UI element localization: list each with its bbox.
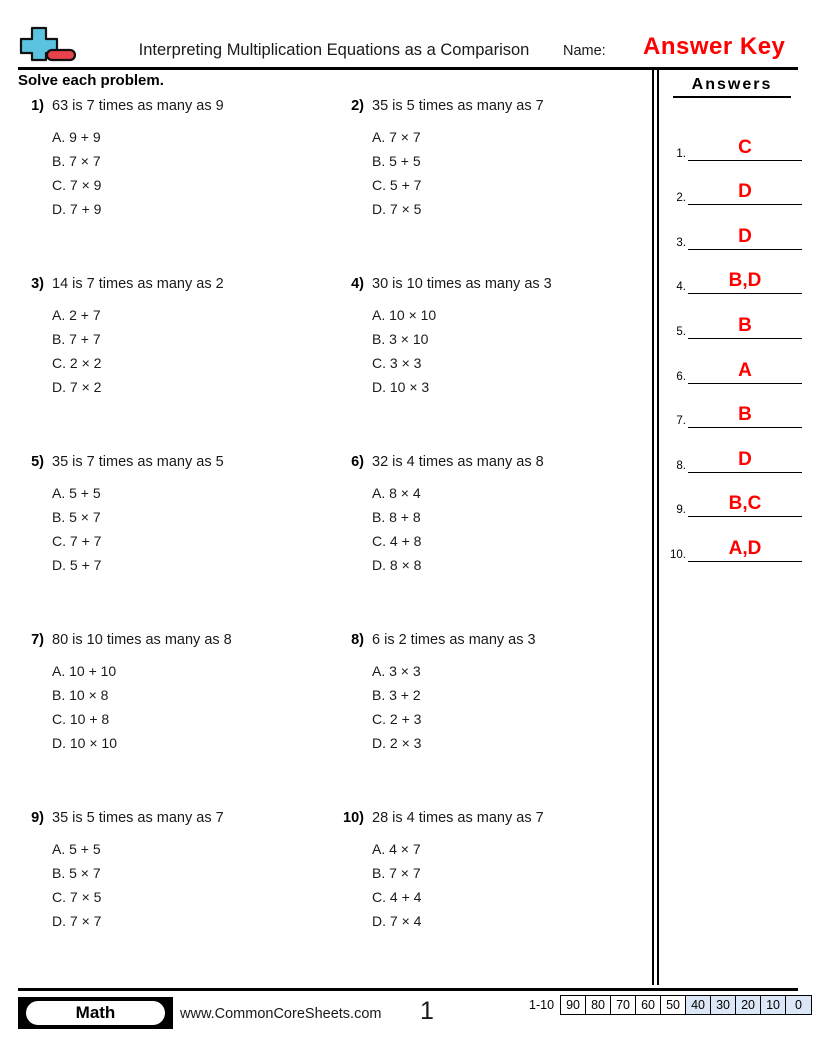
answer-row — [662, 294, 802, 339]
choice-option[interactable]: C. 5 + 7 — [372, 177, 422, 193]
answer-blank[interactable] — [688, 493, 802, 517]
page-number: 1 — [420, 997, 434, 1025]
answer-row — [662, 339, 802, 384]
grading-scale-cell: 20 — [736, 996, 761, 1014]
choice-option[interactable]: B. 7 + 7 — [52, 331, 101, 347]
choice-option[interactable]: D. 8 × 8 — [372, 557, 422, 573]
problem-1 — [18, 98, 318, 221]
grading-scale-cell: 70 — [611, 996, 636, 1014]
choice-option[interactable]: C. 2 × 2 — [52, 355, 102, 371]
choice-option[interactable]: C. 3 × 3 — [372, 355, 422, 371]
site-url: www.CommonCoreSheets.com — [180, 1006, 382, 1022]
vertical-divider-line-2 — [657, 70, 659, 985]
choice-option[interactable]: C. 7 × 5 — [52, 889, 102, 905]
grading-scale-cell: 80 — [586, 996, 611, 1014]
problem-text: 32 is 4 times as many as 8 — [372, 454, 544, 470]
problems-area — [18, 98, 638, 988]
choice-option[interactable]: D. 7 + 9 — [52, 201, 102, 217]
choice-option[interactable]: A. 8 × 4 — [372, 485, 421, 501]
answer-row — [662, 205, 802, 250]
problem-header — [338, 276, 638, 300]
problem-text: 14 is 7 times as many as 2 — [52, 276, 224, 292]
choice-list — [338, 837, 638, 933]
problem-header — [18, 810, 318, 834]
choice-option[interactable]: A. 2 + 7 — [52, 307, 101, 323]
choice-option[interactable]: D. 2 × 3 — [372, 735, 422, 751]
answer-number: 9. — [676, 504, 686, 517]
problem-header — [18, 276, 318, 300]
choice-option[interactable]: D. 7 × 7 — [52, 913, 102, 929]
choice-list — [338, 125, 638, 221]
footer-divider — [18, 988, 798, 991]
problem-header — [18, 98, 318, 122]
choice-option[interactable]: D. 7 × 2 — [52, 379, 102, 395]
answer-row — [662, 250, 802, 295]
choice-list — [18, 837, 318, 933]
answer-row — [662, 384, 802, 429]
answer-blank[interactable] — [688, 225, 802, 250]
problem-row — [18, 810, 638, 988]
problem-header — [18, 632, 318, 656]
problem-text: 30 is 10 times as many as 3 — [372, 276, 552, 292]
answers-list — [662, 116, 802, 562]
problem-row — [18, 98, 638, 276]
answers-panel — [662, 70, 802, 562]
grading-scale-cell: 60 — [636, 996, 661, 1014]
answer-number: 4. — [676, 281, 686, 294]
problem-number: 5) — [31, 454, 44, 470]
grading-scale-cell: 50 — [661, 996, 686, 1014]
vertical-divider-line-1 — [652, 70, 654, 985]
answer-row — [662, 116, 802, 161]
choice-option[interactable]: A. 7 × 7 — [372, 129, 421, 145]
answer-blank[interactable] — [688, 404, 802, 428]
grading-scale-cell: 90 — [561, 996, 586, 1014]
choice-list — [18, 659, 318, 755]
problem-text: 35 is 5 times as many as 7 — [372, 98, 544, 114]
choice-option[interactable]: A. 3 × 3 — [372, 663, 421, 679]
problem-text: 80 is 10 times as many as 8 — [52, 632, 232, 648]
choice-option[interactable]: D. 10 × 10 — [52, 735, 117, 751]
answer-value: B,C — [728, 493, 762, 515]
grading-scale-label: 1-10 — [529, 998, 555, 1012]
choice-option[interactable]: A. 4 × 7 — [372, 841, 421, 857]
plus-minus-logo-icon — [18, 24, 80, 66]
choice-list — [18, 125, 318, 221]
problem-8 — [338, 632, 638, 755]
name-value: Answer Key — [643, 33, 786, 60]
choice-list — [18, 481, 318, 577]
grading-scale-cell: 10 — [761, 996, 786, 1014]
choice-option[interactable]: A. 10 × 10 — [372, 307, 437, 323]
answer-value: A,D — [728, 537, 762, 559]
grading-scale — [529, 995, 812, 1015]
problem-6 — [338, 454, 638, 577]
choice-option[interactable]: B. 3 + 2 — [372, 687, 421, 703]
answer-number: 2. — [676, 192, 686, 205]
problem-4 — [338, 276, 638, 399]
problem-number: 7) — [31, 632, 44, 648]
answer-row — [662, 473, 802, 518]
choice-option[interactable]: B. 5 + 5 — [372, 153, 421, 169]
answer-value: D — [738, 181, 752, 203]
subject-badge — [18, 997, 173, 1029]
problem-header — [338, 454, 638, 478]
answer-value: A — [738, 359, 752, 381]
choice-option[interactable]: B. 5 × 7 — [52, 865, 101, 881]
problem-10 — [338, 810, 638, 933]
answer-blank[interactable] — [688, 270, 802, 294]
answer-row — [662, 161, 802, 206]
choice-list — [338, 303, 638, 399]
answer-row — [662, 428, 802, 473]
problem-number: 9) — [31, 810, 44, 826]
problem-row — [18, 276, 638, 454]
problem-header — [338, 98, 638, 122]
problem-number: 4) — [351, 276, 364, 292]
choice-option[interactable]: A. 5 + 5 — [52, 841, 101, 857]
name-label: Name: — [563, 43, 606, 59]
problem-number: 8) — [351, 632, 364, 648]
problem-number: 2) — [351, 98, 364, 114]
choice-list — [18, 303, 318, 399]
grading-scale-cell: 30 — [711, 996, 736, 1014]
answer-number: 7. — [676, 415, 686, 428]
problem-text: 28 is 4 times as many as 7 — [372, 810, 544, 826]
answer-blank[interactable] — [688, 314, 802, 339]
answer-blank[interactable] — [688, 537, 802, 562]
problem-7 — [18, 632, 318, 755]
answer-value: D — [738, 225, 752, 247]
choice-option[interactable]: B. 3 × 10 — [372, 331, 429, 347]
choice-option[interactable]: D. 5 + 7 — [52, 557, 102, 573]
instructions-text: Solve each problem. — [18, 72, 164, 89]
choice-list — [338, 659, 638, 755]
choice-option[interactable]: A. 9 + 9 — [52, 129, 101, 145]
problem-text: 35 is 5 times as many as 7 — [52, 810, 224, 826]
subject-label: Math — [26, 1001, 165, 1025]
answer-value: B — [738, 404, 752, 426]
answer-blank[interactable] — [688, 448, 802, 473]
choice-option[interactable]: D. 7 × 4 — [372, 913, 422, 929]
answer-value: D — [738, 448, 752, 470]
answer-number: 1. — [676, 147, 686, 160]
answer-blank[interactable] — [688, 136, 802, 161]
answer-row — [662, 517, 802, 562]
problem-number: 1) — [31, 98, 44, 114]
choice-option[interactable]: C. 2 + 3 — [372, 711, 422, 727]
answer-number: 5. — [676, 325, 686, 338]
choice-option[interactable]: D. 10 × 3 — [372, 379, 430, 395]
choice-option[interactable]: C. 7 + 7 — [52, 533, 102, 549]
answer-blank[interactable] — [688, 359, 802, 384]
problem-2 — [338, 98, 638, 221]
choice-option[interactable]: B. 7 × 7 — [372, 865, 421, 881]
answers-heading: Answers — [673, 76, 791, 98]
answer-value: B — [738, 314, 752, 336]
problem-header — [18, 454, 318, 478]
problem-header — [338, 632, 638, 656]
choice-option[interactable]: B. 8 + 8 — [372, 509, 421, 525]
choice-option[interactable]: A. 10 + 10 — [52, 663, 117, 679]
problem-9 — [18, 810, 318, 933]
answer-number: 8. — [676, 459, 686, 472]
answer-number: 3. — [676, 236, 686, 249]
problem-number: 10) — [343, 810, 364, 826]
grading-scale-cell: 40 — [686, 996, 711, 1014]
choice-option[interactable]: C. 10 + 8 — [52, 711, 110, 727]
page-header — [18, 24, 798, 66]
answer-blank[interactable] — [688, 181, 802, 205]
problem-text: 63 is 7 times as many as 9 — [52, 98, 224, 114]
choice-option[interactable]: C. 4 + 4 — [372, 889, 422, 905]
problem-text: 6 is 2 times as many as 3 — [372, 632, 536, 648]
choice-option[interactable]: B. 10 × 8 — [52, 687, 109, 703]
choice-option[interactable]: C. 4 + 8 — [372, 533, 422, 549]
problem-header — [338, 810, 638, 834]
choice-option[interactable]: B. 5 × 7 — [52, 509, 101, 525]
choice-option[interactable]: A. 5 + 5 — [52, 485, 101, 501]
grading-scale-cells — [560, 995, 812, 1015]
choice-list — [338, 481, 638, 577]
problem-text: 35 is 7 times as many as 5 — [52, 454, 224, 470]
problem-number: 3) — [31, 276, 44, 292]
problem-5 — [18, 454, 318, 577]
problem-row — [18, 632, 638, 810]
choice-option[interactable]: D. 7 × 5 — [372, 201, 422, 217]
choice-option[interactable]: B. 7 × 7 — [52, 153, 101, 169]
choice-option[interactable]: C. 7 × 9 — [52, 177, 102, 193]
answer-value: C — [738, 136, 752, 158]
problem-row — [18, 454, 638, 632]
problem-3 — [18, 276, 318, 399]
answer-value: B,D — [728, 270, 762, 292]
problem-number: 6) — [351, 454, 364, 470]
page-title: Interpreting Multiplication Equations as a Comparison — [138, 41, 530, 59]
answer-number: 6. — [676, 370, 686, 383]
grading-scale-cell: 0 — [786, 996, 811, 1014]
answer-number: 10. — [670, 548, 686, 561]
